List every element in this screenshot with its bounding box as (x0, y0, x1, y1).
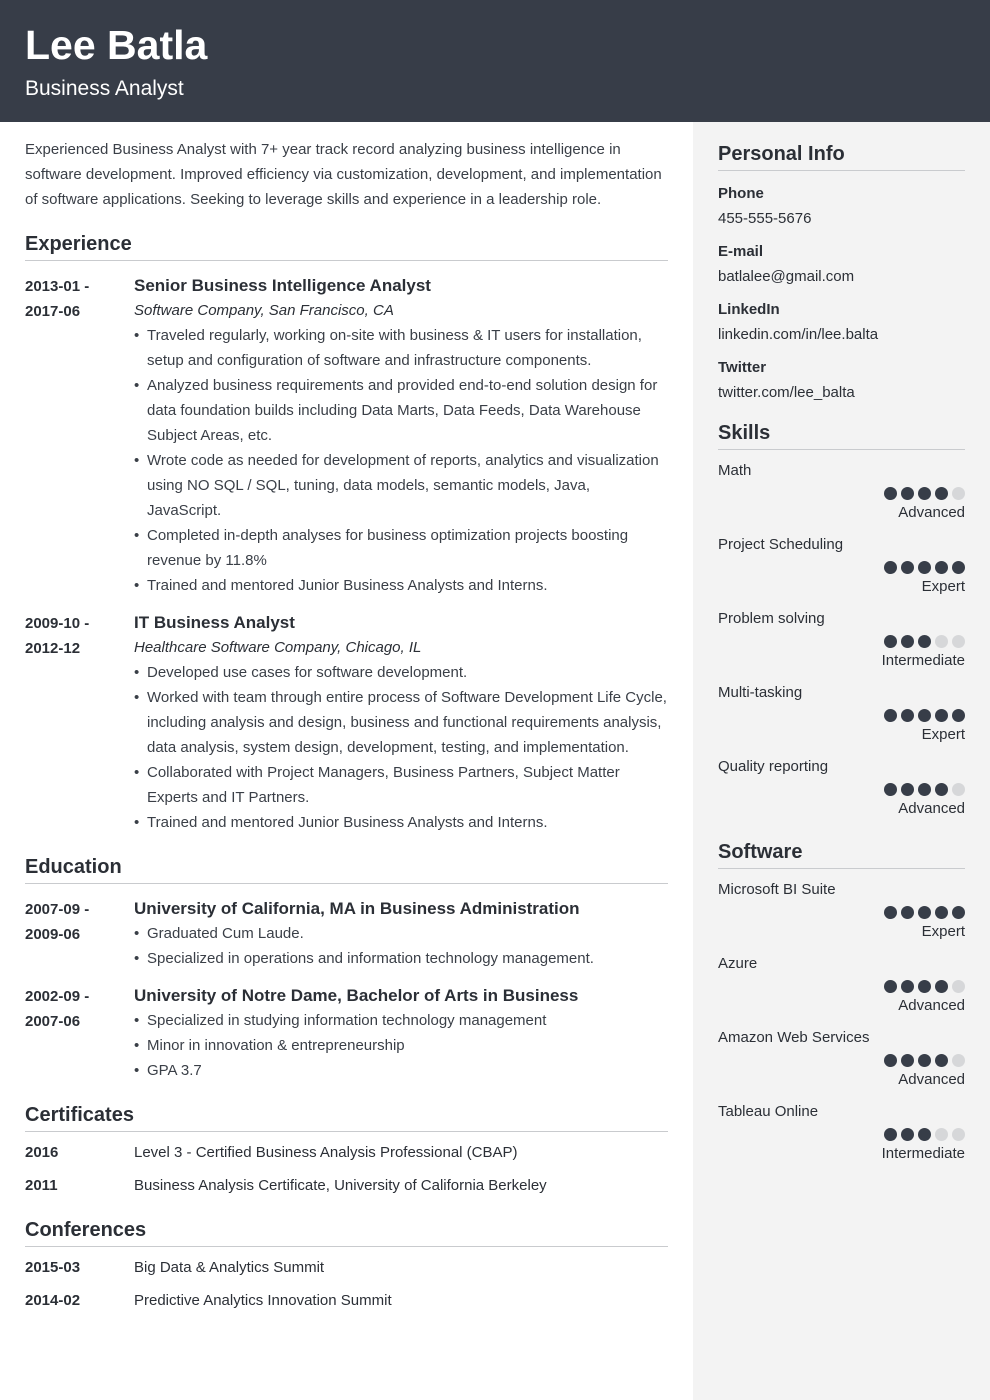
experience-date (25, 610, 134, 835)
bullet-item: • Developed use cases for software development. (134, 660, 668, 685)
software-item-name: Microsoft BI Suite (718, 881, 836, 898)
software-item-level: Expert (921, 923, 965, 940)
skill-item (718, 534, 965, 598)
skill-item-level: Advanced (898, 504, 965, 521)
rating-dot-empty (952, 487, 965, 500)
experience-date (25, 273, 134, 598)
skill-item-name: Project Scheduling (718, 536, 844, 553)
software-item-level: Intermediate (881, 1145, 965, 1162)
rating-dot-filled (935, 783, 948, 796)
rating-dot-filled (918, 561, 931, 574)
education-bullets (134, 1008, 668, 1083)
experience-entry (25, 273, 668, 598)
conference-date: 2014-02 (25, 1292, 81, 1309)
experience-bullets (134, 323, 668, 598)
conference-name: Big Data & Analytics Summit (134, 1259, 325, 1276)
date-end: 2017-06 (25, 303, 81, 320)
certificates-section (25, 1103, 668, 1198)
main-column (25, 137, 668, 1313)
rating-dot-filled (884, 561, 897, 574)
date-start: 2013-01 - (25, 278, 90, 295)
software-item-name: Azure (718, 955, 758, 972)
date-start: 2002-09 - (25, 988, 90, 1005)
software-item (718, 1101, 965, 1165)
conference-name: Predictive Analytics Innovation Summit (134, 1292, 392, 1309)
bullet-item: • Trained and mentored Junior Business Analysts and Interns. (134, 810, 668, 835)
rating-dots (718, 635, 965, 648)
rating-dot-empty (952, 635, 965, 648)
rating-dots (718, 709, 965, 722)
rating-dot-filled (901, 1128, 914, 1141)
education-date (25, 896, 134, 971)
rating-dot-filled (901, 1054, 914, 1067)
date-end: 2007-06 (25, 1013, 81, 1030)
certificate-row (25, 1140, 668, 1165)
conference-row (25, 1288, 668, 1313)
rating-dot-filled (935, 561, 948, 574)
skills-list (718, 460, 965, 820)
software-item-level: Advanced (898, 997, 965, 1014)
rating-dot-empty (935, 635, 948, 648)
rating-dot-filled (901, 487, 914, 500)
rating-dot-filled (884, 906, 897, 919)
experience-company: Software Company, San Francisco, CA (134, 302, 394, 319)
rating-dot-filled (901, 635, 914, 648)
rating-dot-filled (935, 487, 948, 500)
section-title-certificates: Certificates (25, 1103, 668, 1132)
rating-dot-filled (918, 1054, 931, 1067)
education-bullets (134, 921, 668, 971)
certificate-row (25, 1173, 668, 1198)
twitter-label: Twitter (718, 359, 767, 376)
rating-dots (718, 487, 965, 500)
rating-dots (718, 980, 965, 993)
bullet-item: • Specialized in studying information technology management (134, 1008, 668, 1033)
phone-label: Phone (718, 185, 764, 202)
candidate-title: Business Analyst (25, 77, 184, 100)
certificate-year: 2011 (25, 1177, 58, 1194)
education-section (25, 855, 668, 1083)
skill-item-name: Problem solving (718, 610, 825, 627)
rating-dots (718, 561, 965, 574)
rating-dot-filled (884, 1054, 897, 1067)
date-start: 2009-10 - (25, 615, 90, 632)
section-title-conferences: Conferences (25, 1218, 668, 1247)
skill-item (718, 756, 965, 820)
experience-company: Healthcare Software Company, Chicago, IL (134, 639, 422, 656)
bullet-item: • Traveled regularly, working on-site with business & IT users for installation, setup and configuration of software and infrastructure components. (134, 323, 668, 373)
bullet-item: • Analyzed business requirements and provided end-to-end solution design for data foundation builds including Data Marts, Data Feeds, Data Warehouse Subject Areas, etc. (134, 373, 668, 448)
section-title-personal-info: Personal Info (718, 142, 965, 171)
rating-dot-empty (952, 1054, 965, 1067)
experience-entry (25, 610, 668, 835)
conference-row (25, 1255, 668, 1280)
experience-role: Senior Business Intelligence Analyst (134, 276, 431, 295)
education-entry (25, 983, 668, 1083)
rating-dot-filled (901, 906, 914, 919)
education-degree: University of Notre Dame, Bachelor of Arts in Business (134, 986, 579, 1005)
software-section (718, 840, 965, 1165)
section-title-education: Education (25, 855, 668, 884)
summary: Experienced Business Analyst with 7+ year track record analyzing business intelligence in software development. Improved efficiency via customization, development, and implementation of software applications. Seeking to leverage skills and experience in a leadership role. (25, 141, 662, 208)
rating-dot-filled (901, 561, 914, 574)
rating-dot-filled (884, 980, 897, 993)
bullet-item: • Collaborated with Project Managers, Business Partners, Subject Matter Experts and IT Partners. (134, 760, 668, 810)
skill-item-name: Math (718, 462, 752, 479)
rating-dot-filled (918, 980, 931, 993)
rating-dot-filled (884, 709, 897, 722)
software-item-name: Tableau Online (718, 1103, 819, 1120)
twitter-value[interactable]: twitter.com/lee_balta (718, 384, 855, 401)
bullet-item: • Worked with team through entire process of Software Development Life Cycle, including analysis and design, business and functional requirements analysis, data analysis, system design, development, testing, and implementation. (134, 685, 668, 760)
skill-item (718, 460, 965, 524)
rating-dot-filled (918, 709, 931, 722)
education-degree: University of California, MA in Business Administration (134, 899, 580, 918)
resume-header (0, 0, 990, 122)
linkedin-label: LinkedIn (718, 301, 780, 318)
rating-dot-filled (884, 1128, 897, 1141)
rating-dot-filled (935, 980, 948, 993)
email-value[interactable]: batlalee@gmail.com (718, 268, 855, 285)
section-title-software: Software (718, 840, 965, 869)
skill-item-level: Expert (921, 578, 965, 595)
bullet-item: • Wrote code as needed for development of reports, analytics and visualization using NO SQL / SQL, tuning, data models, semantic models, Java, JavaScript. (134, 448, 668, 523)
experience-role: IT Business Analyst (134, 613, 295, 632)
date-end: 2009-06 (25, 926, 81, 943)
rating-dots (718, 1128, 965, 1141)
skill-item (718, 682, 965, 746)
software-item (718, 953, 965, 1017)
conference-date: 2015-03 (25, 1259, 81, 1276)
rating-dot-filled (901, 709, 914, 722)
certificate-name: Level 3 - Certified Business Analysis Professional (CBAP) (134, 1144, 518, 1161)
candidate-name: Lee Batla (25, 22, 208, 68)
rating-dot-empty (952, 783, 965, 796)
rating-dot-filled (901, 980, 914, 993)
bullet-item: • Completed in-depth analyses for business optimization projects boosting revenue by 11.8% (134, 523, 668, 573)
rating-dots (718, 906, 965, 919)
skill-item (718, 608, 965, 672)
rating-dot-filled (935, 906, 948, 919)
skill-item-level: Intermediate (881, 652, 965, 669)
bullet-item: • Minor in innovation & entrepreneurship (134, 1033, 668, 1058)
rating-dot-filled (952, 709, 965, 722)
section-title-experience: Experience (25, 232, 668, 261)
phone-value: 455-555-5676 (718, 210, 812, 227)
skill-item-level: Expert (921, 726, 965, 743)
software-list (718, 879, 965, 1165)
certificate-year: 2016 (25, 1144, 59, 1161)
skill-item-name: Multi-tasking (718, 684, 803, 701)
linkedin-value[interactable]: linkedin.com/in/lee.balta (718, 326, 879, 343)
conferences-section (25, 1218, 668, 1313)
section-title-skills: Skills (718, 421, 965, 450)
education-entry (25, 896, 668, 971)
rating-dot-empty (952, 1128, 965, 1141)
rating-dot-filled (884, 487, 897, 500)
software-item-name: Amazon Web Services (718, 1029, 870, 1046)
rating-dots (718, 1054, 965, 1067)
skill-item-level: Advanced (898, 800, 965, 817)
rating-dot-filled (918, 906, 931, 919)
rating-dot-filled (918, 783, 931, 796)
date-end: 2012-12 (25, 640, 81, 657)
bullet-item: • Specialized in operations and information technology management. (134, 946, 668, 971)
software-item (718, 1027, 965, 1091)
rating-dot-filled (918, 487, 931, 500)
sidebar (693, 122, 990, 1400)
skills-section (718, 421, 965, 820)
software-item (718, 879, 965, 943)
software-item-level: Advanced (898, 1071, 965, 1088)
rating-dot-filled (918, 1128, 931, 1141)
email-label: E-mail (718, 243, 764, 260)
rating-dot-empty (952, 980, 965, 993)
skill-item-name: Quality reporting (718, 758, 829, 775)
rating-dot-filled (935, 1054, 948, 1067)
bullet-item: • Graduated Cum Laude. (134, 921, 668, 946)
rating-dot-filled (884, 635, 897, 648)
experience-section (25, 232, 668, 835)
rating-dots (718, 783, 965, 796)
certificate-name: Business Analysis Certificate, University of California Berkeley (134, 1177, 547, 1194)
bullet-item: • GPA 3.7 (134, 1058, 668, 1083)
rating-dot-filled (952, 906, 965, 919)
rating-dot-filled (935, 709, 948, 722)
education-date (25, 983, 134, 1083)
experience-bullets (134, 660, 668, 835)
rating-dot-filled (918, 635, 931, 648)
date-start: 2007-09 - (25, 901, 90, 918)
rating-dot-empty (935, 1128, 948, 1141)
rating-dot-filled (901, 783, 914, 796)
bullet-item: • Trained and mentored Junior Business Analysts and Interns. (134, 573, 668, 598)
rating-dot-filled (952, 561, 965, 574)
rating-dot-filled (884, 783, 897, 796)
